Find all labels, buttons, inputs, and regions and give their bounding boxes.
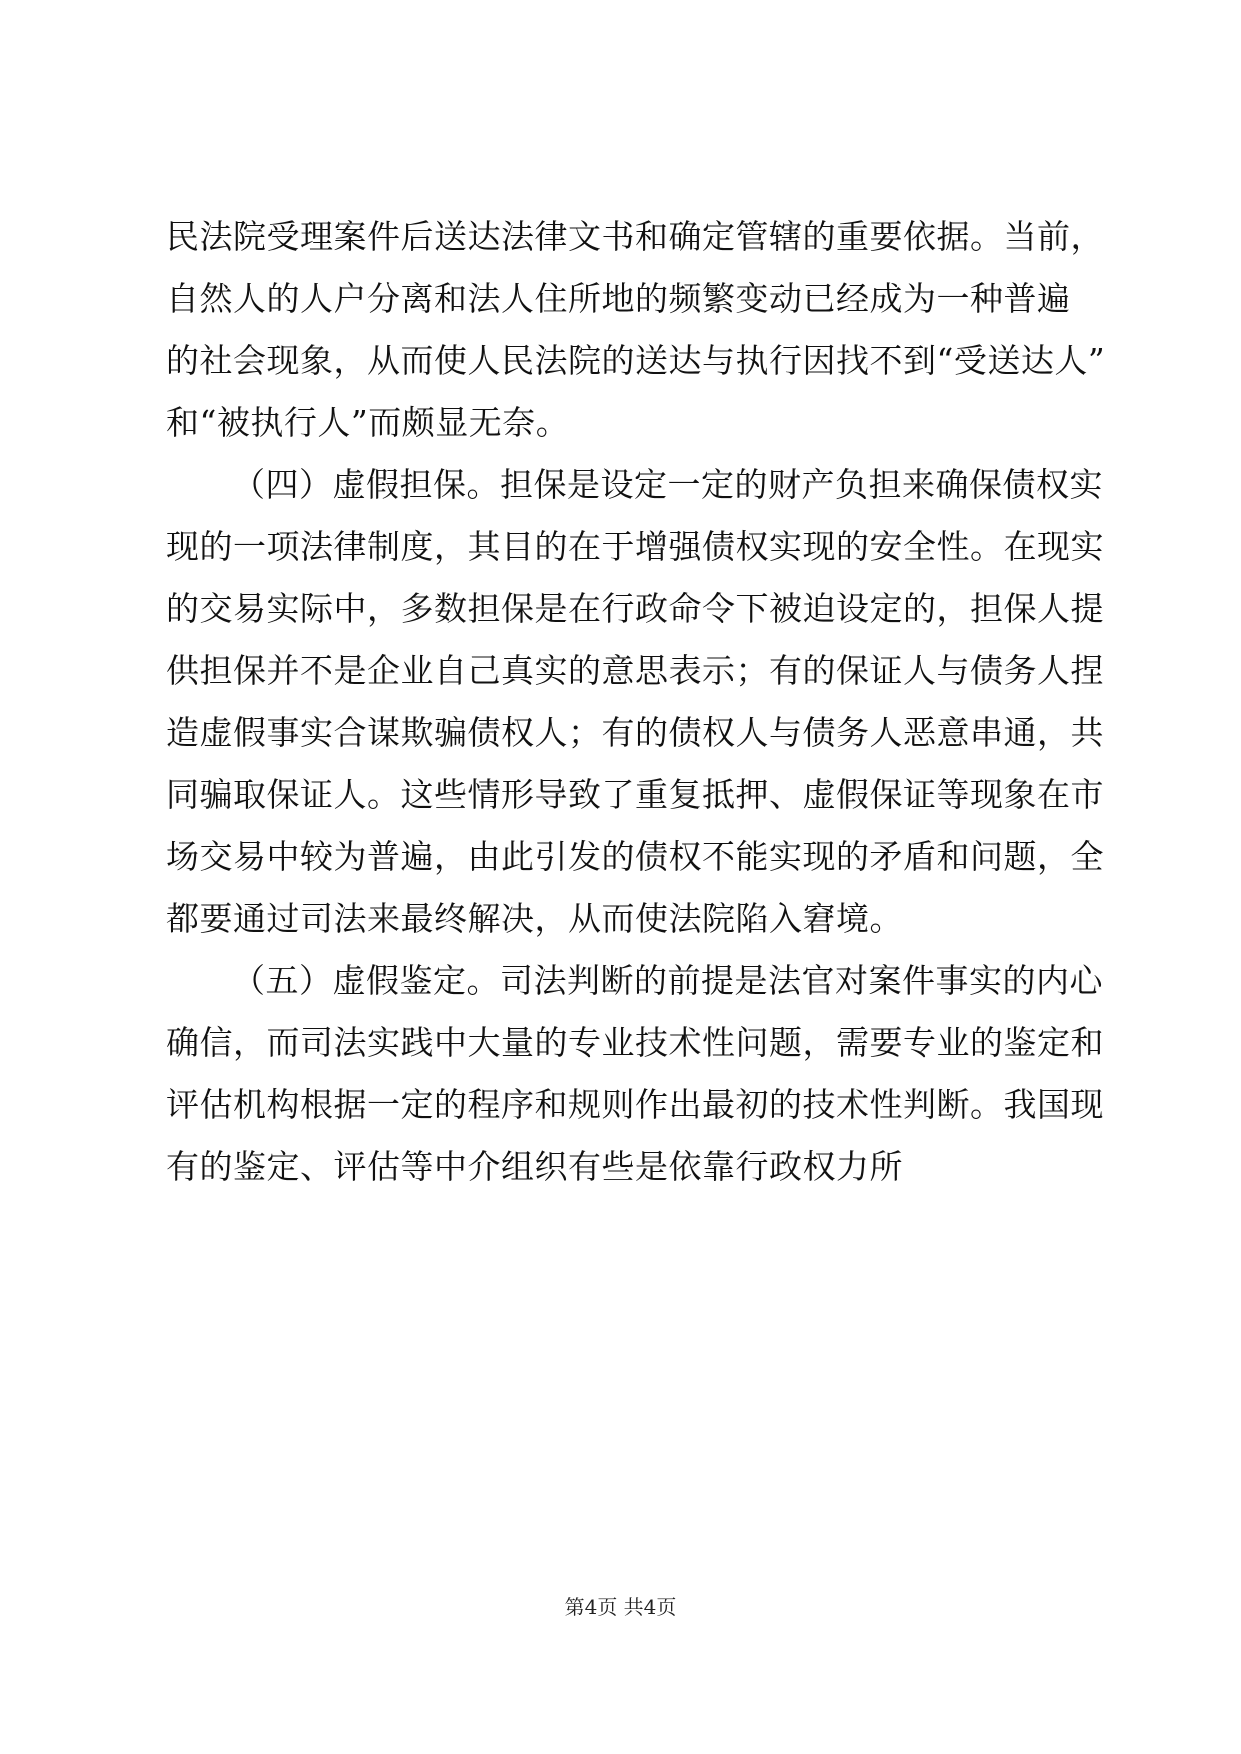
paragraph-4-first-line: （四）虚假担保。担保是设定一定的财产负担来确保债权实 — [232, 465, 1103, 504]
text-line: 自然人的人户分离和法人住所地的频繁变动已经成为一种普遍 — [166, 279, 1071, 318]
text-line: 评估机构根据一定的程序和规则作出最初的技术性判断。我国现 — [166, 1085, 1104, 1124]
text-line: 造虚假事实合谋欺骗债权人；有的债权人与债务人恶意串通，共 — [166, 713, 1104, 752]
total-pages-number: 4 — [643, 1595, 657, 1619]
text-line: 的社会现象，从而使人民法院的送达与执行因找不到“受送达人” — [166, 341, 1106, 380]
current-page-number: 4 — [584, 1595, 598, 1619]
text-line: 场交易中较为普遍，由此引发的债权不能实现的矛盾和问题，全 — [166, 837, 1104, 876]
text-line: 民法院受理案件后送达法律文书和确定管辖的重要依据。当前， — [166, 217, 1104, 256]
text-line: 的交易实际中，多数担保是在行政命令下被迫设定的，担保人提 — [166, 589, 1104, 628]
text-line: 确信，而司法实践中大量的专业技术性问题，需要专业的鉴定和 — [166, 1023, 1104, 1062]
document-body — [166, 206, 1106, 1198]
text-line: 现的一项法律制度，其目的在于增强债权实现的安全性。在现实 — [166, 527, 1104, 566]
page-prefix: 第 — [564, 1595, 585, 1619]
text-line: 和“被执行人”而颇显无奈。 — [166, 403, 570, 442]
text-line: 供担保并不是企业自己真实的意思表示；有的保证人与债务人捏 — [166, 651, 1104, 690]
total-suffix: 页 — [656, 1595, 677, 1619]
paragraph-5-first-line: （五）虚假鉴定。司法判断的前提是法官对案件事实的内心 — [232, 961, 1103, 1000]
total-prefix: 共 — [623, 1595, 644, 1619]
text-line: 都要通过司法来最终解决，从而使法院陷入窘境。 — [166, 899, 903, 938]
page-footer — [0, 1594, 1241, 1620]
text-line: 有的鉴定、评估等中介组织有些是依靠行政权力所 — [166, 1147, 903, 1186]
page-suffix: 页 — [597, 1595, 618, 1619]
text-line: 同骗取保证人。这些情形导致了重复抵押、虚假保证等现象在市 — [166, 775, 1104, 814]
